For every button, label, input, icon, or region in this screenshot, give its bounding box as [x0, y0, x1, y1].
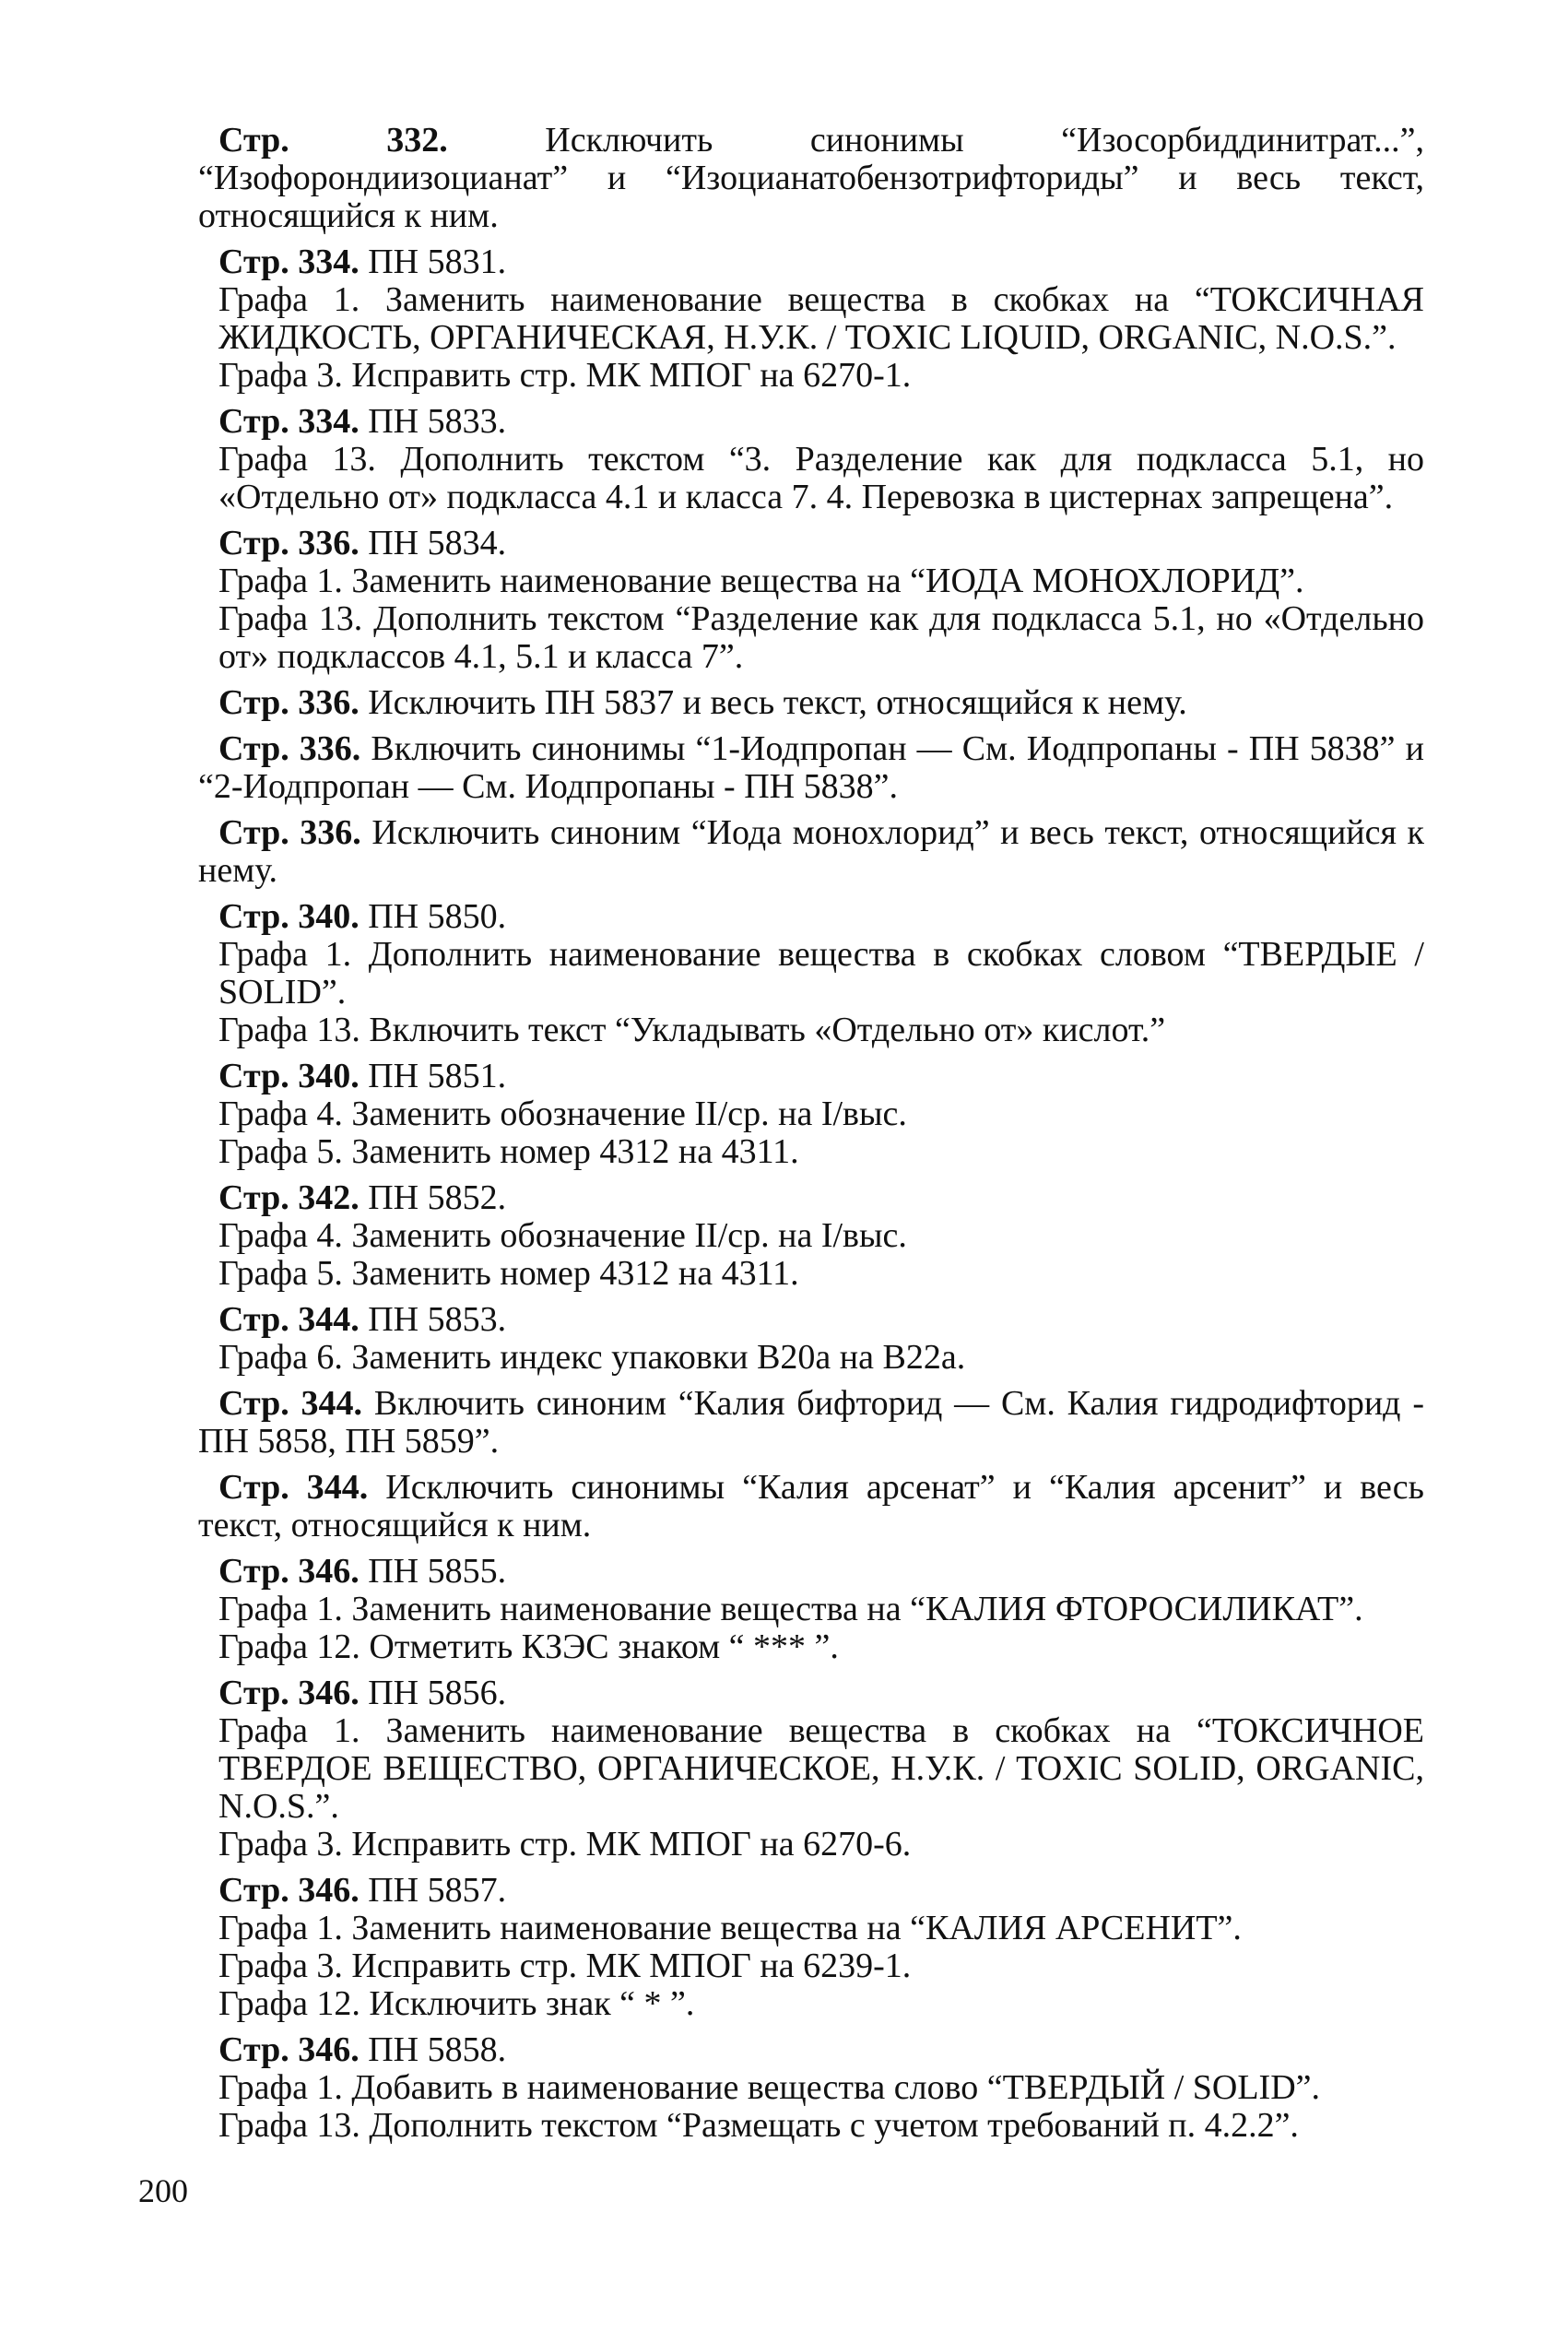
column-instruction: Графа 5. Заменить номер 4312 на 4311. [218, 1132, 799, 1171]
entry-heading [198, 730, 1424, 806]
amendment-entry [198, 684, 1424, 722]
column-instruction: Графа 5. Заменить номер 4312 на 4311. [218, 1254, 799, 1293]
page-reference: Стр. 346. [218, 1674, 360, 1712]
column-instruction: Графа 4. Заменить обозначение II/ср. на I/выс. [218, 1095, 907, 1133]
entry-heading [198, 403, 1424, 441]
amendment-entry [198, 2031, 1424, 2145]
entry-text: ПН 5858. [359, 2030, 507, 2069]
entry-heading [198, 1058, 1424, 1095]
entry-text: Исключить синоним “Иода монохлорид” и весь текст, относящийся к нему. [198, 813, 1424, 890]
entry-text: ПН 5855. [359, 1552, 507, 1591]
entry-heading [198, 243, 1424, 281]
entry-text: Включить синоним “Калия бифторид — См. Калия гидродифторид - ПН 5858, ПН 5859”. [198, 1384, 1424, 1461]
entry-text: Исключить синонимы “Изосорбиддинитрат...”, “Изофорондиизоцианат” и “Изоцианатобензотрифториды” и весь текст, относящийся к ним. [198, 121, 1424, 235]
entry-heading [198, 1872, 1424, 1910]
entry-text: ПН 5856. [359, 1674, 507, 1712]
document-body [198, 122, 1424, 2153]
column-instruction: Графа 1. Добавить в наименование вещества слово “ТВЕРДЫЙ / SOLID”. [218, 2068, 1321, 2107]
page-reference: Стр. 346. [218, 1871, 360, 1910]
amendment-entry [198, 403, 1424, 516]
column-instruction: Графа 13. Включить текст “Укладывать «Отдельно от» кислот.” [218, 1011, 1166, 1049]
page-reference: Стр. 346. [218, 2030, 360, 2069]
entry-heading [198, 1553, 1424, 1591]
column-instruction: Графа 1. Заменить наименование вещества на “КАЛИЯ АРСЕНИТ”. [218, 1909, 1242, 1947]
page-reference: Стр. 334. [218, 402, 360, 441]
amendment-entry [198, 1674, 1424, 1864]
amendment-entry [198, 122, 1424, 235]
entry-heading [198, 1469, 1424, 1544]
entry-heading [198, 525, 1424, 562]
entry-text: Исключить синонимы “Калия арсенат” и “Калия арсенит” и весь текст, относящийся к ним. [198, 1468, 1424, 1544]
entry-heading [198, 1179, 1424, 1217]
entry-heading [198, 1385, 1424, 1461]
page-reference: Стр. 336. [218, 524, 360, 562]
page-reference: Стр. 340. [218, 897, 360, 936]
column-instruction: Графа 13. Дополнить текстом “Разделение как для подкласса 5.1, но «Отдельно от» подклассов 4.1, 5.1 и класса 7”. [218, 599, 1424, 676]
amendment-entry [198, 1469, 1424, 1544]
page-reference: Стр. 346. [218, 1552, 360, 1591]
page-reference: Стр. 336. [218, 813, 361, 852]
entry-heading [198, 122, 1424, 235]
amendment-entry [198, 898, 1424, 1049]
column-instruction: Графа 12. Исключить знак “ * ”. [218, 1984, 695, 2023]
entry-text: Включить синонимы “1-Иодпропан — См. Иодпропаны - ПН 5838” и “2-Иодпропан — См. Иодпропаны - ПН 5838”. [198, 729, 1424, 806]
amendment-entry [198, 1385, 1424, 1461]
column-instruction: Графа 13. Дополнить текстом “3. Разделение как для подкласса 5.1, но «Отдельно от» подкласса 4.1 и класса 7. 4. Перевозка в цистернах запрещена”. [218, 440, 1424, 516]
page-reference: Стр. 344. [218, 1300, 360, 1339]
column-instruction: Графа 3. Исправить стр. МК МПОГ на 6239-1. [218, 1946, 912, 1985]
page-reference: Стр. 344. [218, 1384, 363, 1423]
entry-text: Исключить ПН 5837 и весь текст, относящийся к нему. [359, 683, 1187, 722]
entry-text: ПН 5853. [359, 1300, 507, 1339]
entry-text: ПН 5851. [359, 1057, 507, 1095]
amendment-entry [198, 1872, 1424, 2023]
column-instruction: Графа 13. Дополнить текстом “Размещать с учетом требований п. 4.2.2”. [218, 2106, 1299, 2145]
entry-heading [198, 2031, 1424, 2069]
entry-heading [198, 898, 1424, 936]
page-reference: Стр. 332. [218, 121, 448, 160]
entry-text: ПН 5834. [359, 524, 507, 562]
entry-heading [198, 684, 1424, 722]
amendment-entry [198, 525, 1424, 676]
page-reference: Стр. 342. [218, 1178, 360, 1217]
amendment-entry [198, 1058, 1424, 1171]
page-reference: Стр. 336. [218, 683, 360, 722]
page-number: 200 [138, 2172, 188, 2209]
amendment-entry [198, 814, 1424, 890]
entry-heading [198, 1674, 1424, 1712]
page-reference: Стр. 334. [218, 243, 360, 281]
column-instruction: Графа 1. Заменить наименование вещества в скобках на “ТОКСИЧНОЕ ТВЕРДОЕ ВЕЩЕСТВО, ОРГАНИЧЕСКОЕ, Н.У.К. / TOXIC SOLID, ORGANIC, N.O.S.”. [218, 1711, 1424, 1826]
column-instruction: Графа 1. Заменить наименование вещества в скобках на “ТОКСИЧНАЯ ЖИДКОСТЬ, ОРГАНИЧЕСКАЯ, Н.У.К. / TOXIC LIQUID, ORGANIC, N.O.S.”. [218, 280, 1424, 357]
entry-text: ПН 5852. [359, 1178, 507, 1217]
amendment-entry [198, 1301, 1424, 1377]
column-instruction: Графа 6. Заменить индекс упаковки В20а на В22а. [218, 1338, 966, 1377]
column-instruction: Графа 1. Заменить наименование вещества на “КАЛИЯ ФТОРОСИЛИКАТ”. [218, 1590, 1363, 1628]
entry-text: ПН 5833. [359, 402, 507, 441]
entry-text: ПН 5831. [359, 243, 507, 281]
column-instruction: Графа 3. Исправить стр. МК МПОГ на 6270-6. [218, 1825, 912, 1864]
entry-heading [198, 814, 1424, 890]
page-reference: Стр. 340. [218, 1057, 360, 1095]
entry-text: ПН 5857. [359, 1871, 507, 1910]
amendment-entry [198, 1553, 1424, 1666]
column-instruction: Графа 12. Отметить КЗЭС знаком “ *** ”. [218, 1627, 839, 1666]
column-instruction: Графа 4. Заменить обозначение II/ср. на I/выс. [218, 1216, 907, 1255]
column-instruction: Графа 3. Исправить стр. МК МПОГ на 6270-1. [218, 356, 912, 395]
page-reference: Стр. 344. [218, 1468, 369, 1507]
entry-heading [198, 1301, 1424, 1339]
amendment-entry [198, 243, 1424, 395]
entry-text: ПН 5850. [359, 897, 507, 936]
amendment-entry [198, 1179, 1424, 1293]
column-instruction: Графа 1. Дополнить наименование вещества в скобках словом “ТВЕРДЫЕ / SOLID”. [218, 935, 1424, 1012]
column-instruction: Графа 1. Заменить наименование вещества на “ИОДА МОНОХЛОРИД”. [218, 562, 1304, 600]
page-reference: Стр. 336. [218, 729, 361, 768]
amendment-entry [198, 730, 1424, 806]
